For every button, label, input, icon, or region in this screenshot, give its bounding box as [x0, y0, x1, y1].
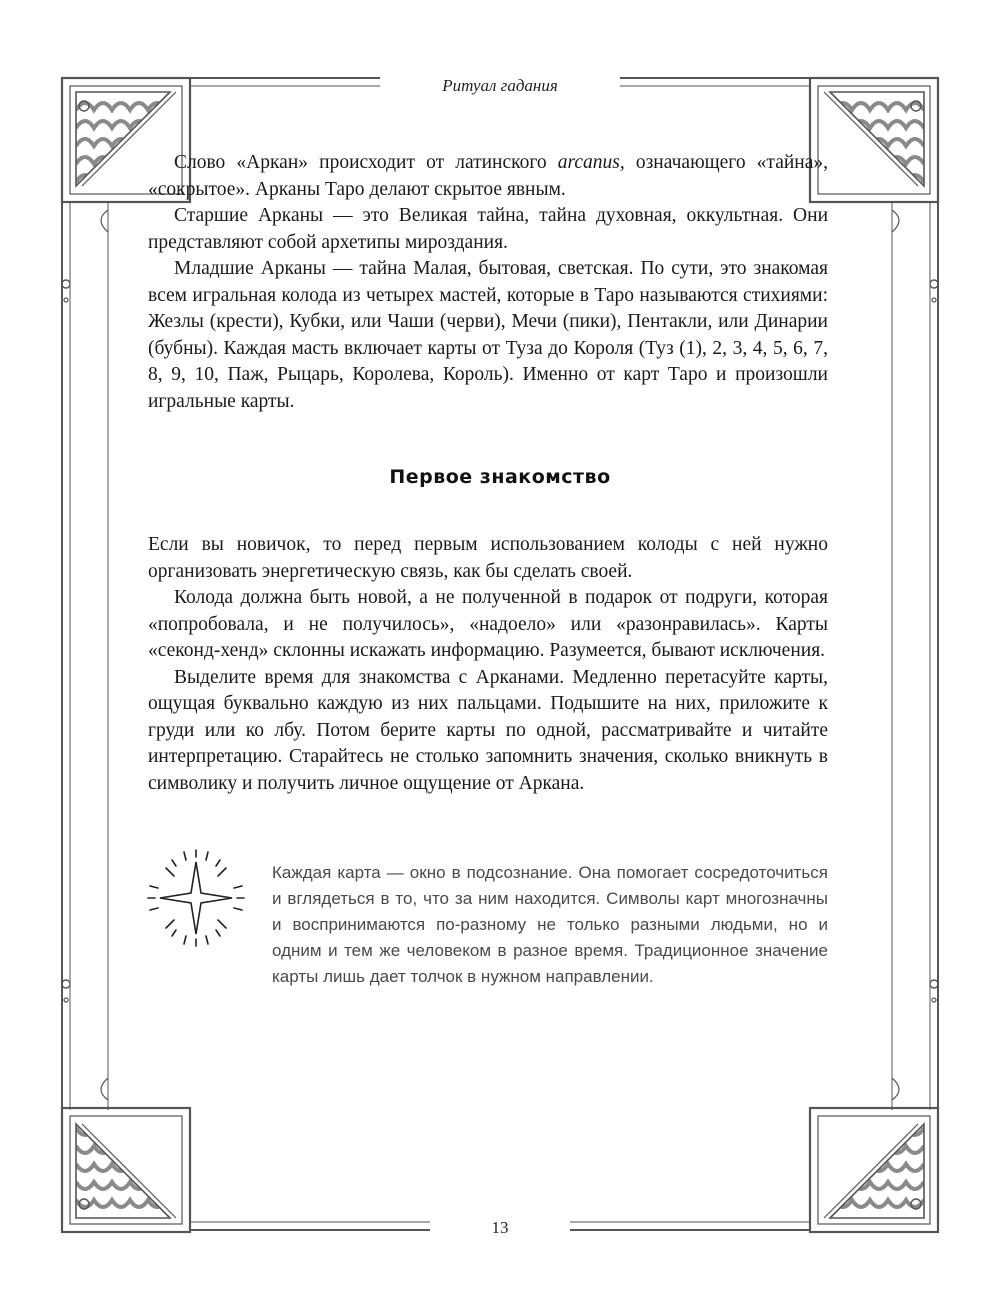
- section-text: [148, 532, 828, 797]
- callout-text: Каждая карта — окно в подсознание. Она помогает сосредоточиться и вглядеться в то, что за ним находится. Символы карт многозначны и воспринимаются по-разному не только разными людьми, но и одним и тем же человеком в разное время. Традиционное значение карты лишь дает толчок в нужном направлении.: [272, 863, 828, 986]
- intro-paragraph-3: Младшие Арканы — тайна Малая, бытовая, светская. По сути, это знакомая всем игральная колода из четырех мастей, которые в Таро называются стихиями: Жезлы (крести), Кубки, или Чаши (черви), Мечи (пики), Пентакли, или Динарии (бубны). Каждая масть включает карты от Туза до Короля (Туз (1), 2, 3, 4, 5, 6, 7, 8, 9, 10, Паж, Рыцарь, Королева, Король). Именно от карт Таро и произошли игральные карты.: [148, 258, 828, 412]
- section-paragraph-3: Выделите время для знакомства с Арканами. Медленно перетасуйте карты, ощущая буквально каждую из них пальцами. Подышите на них, приложите к груди или ко лбу. Потом берите карты по одной, рассматривайте и читайте интерпретацию. Старайтесь не столько запомнить значения, сколько вникнуть в символику и получить личное ощущение от Аркана.: [148, 666, 828, 794]
- intro-paragraph-1: Слово «Аркан» происходит от латинского arcanus, означающего «тайна», «сокрытое». Арканы Таро делают скрытое явным.: [148, 152, 828, 200]
- section-paragraph-2: Колода должна быть новой, а не полученной в подарок от подруги, которая «попробовала, и не получилось», «надоело» или «разонравилась». Карты «секонд-хенд» склонны искажать информацию. Разумеется, бывают исключения.: [148, 587, 828, 661]
- page-number: 13: [491, 1218, 509, 1237]
- section-heading: Первое знакомство: [389, 466, 611, 488]
- intro-paragraph-2: Старшие Арканы — это Великая тайна, тайна духовная, оккультная. Они представляют собой архетипы мироздания.: [148, 205, 828, 253]
- intro-text: [148, 150, 828, 415]
- section-paragraph-1: Если вы новичок, то перед первым использованием колоды с ней нужно организовать энергетическую связь, как бы сделать своей.: [148, 534, 828, 582]
- running-title: Ритуал гадания: [442, 76, 558, 95]
- star-icon: [146, 848, 246, 948]
- latin-word: arcanus: [557, 152, 620, 173]
